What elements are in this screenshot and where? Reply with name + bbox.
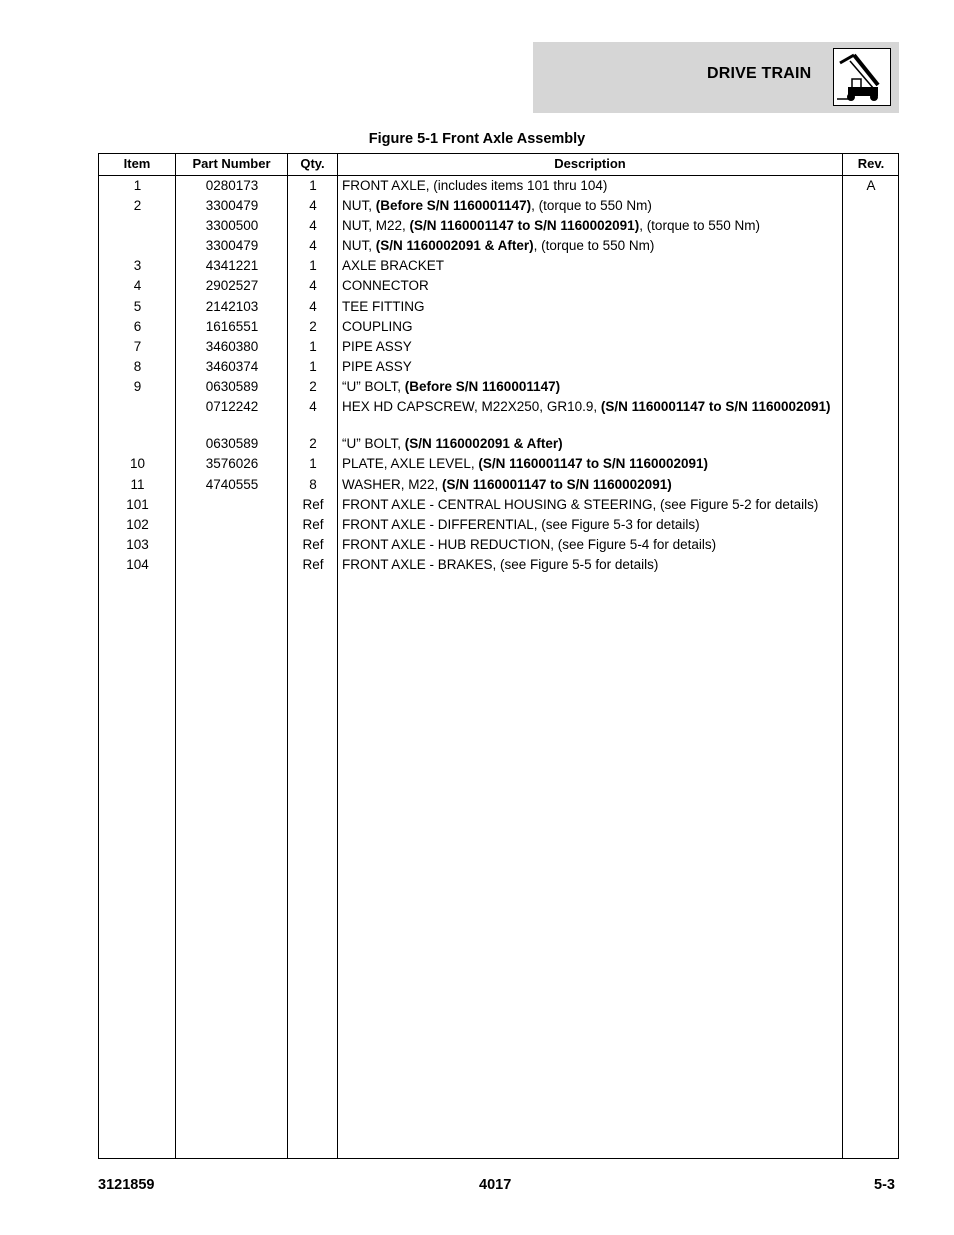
qty-cell: 2 <box>309 379 317 394</box>
description-text: HEX HD CAPSCREW, M22X250, GR10.9, <box>342 399 601 414</box>
column-header-part-number: Part Number <box>192 156 271 171</box>
table-row <box>99 476 898 496</box>
table-row <box>99 378 898 398</box>
part-number-cell: 2902527 <box>205 278 259 293</box>
qty-cell: 4 <box>309 399 317 414</box>
table-row <box>99 455 898 476</box>
description-text: “U” BOLT, <box>342 379 405 394</box>
description-cell <box>342 177 842 194</box>
qty-cell: 2 <box>309 436 317 451</box>
table-row <box>99 556 898 576</box>
part-number-cell: 3460380 <box>205 339 259 354</box>
column-header-qty: Qty. <box>300 156 325 171</box>
table-row <box>99 516 898 536</box>
description-text: , (torque to 550 Nm) <box>639 218 760 233</box>
serial-range-text: (S/N 1160002091 & After) <box>375 238 534 253</box>
description-cell <box>342 496 842 513</box>
item-cell: 10 <box>129 456 146 471</box>
qty-cell: 8 <box>309 477 317 492</box>
header-band <box>533 42 899 113</box>
qty-cell: 4 <box>309 238 317 253</box>
serial-range-text: (S/N 1160002091 & After) <box>404 436 563 451</box>
qty-cell: 1 <box>309 339 317 354</box>
serial-range-text: (S/N 1160001147 to S/N 1160002091) <box>442 477 672 492</box>
column-header-description: Description <box>554 156 626 171</box>
table-row <box>99 536 898 556</box>
item-cell: 4 <box>133 278 142 293</box>
item-cell: 7 <box>133 339 142 354</box>
description-cell <box>342 277 842 294</box>
table-row <box>99 398 898 435</box>
description-text: PIPE ASSY <box>342 339 412 354</box>
item-cell: 11 <box>130 477 145 492</box>
serial-range-text: (S/N 1160001147 to S/N 1160002091) <box>409 218 640 233</box>
item-cell: 2 <box>133 198 142 213</box>
table-row <box>99 217 898 237</box>
qty-cell: 1 <box>309 178 317 193</box>
description-text: CONNECTOR <box>342 278 429 293</box>
qty-cell: Ref <box>302 537 324 552</box>
description-text: TEE FITTING <box>342 299 425 314</box>
table-row <box>99 257 898 277</box>
table-row <box>99 435 898 455</box>
part-number-cell: 1616551 <box>205 319 259 334</box>
part-number-cell: 2142103 <box>205 299 259 314</box>
item-cell: 101 <box>126 497 149 512</box>
item-cell: 102 <box>126 517 149 532</box>
serial-range-text: (S/N 1160001147 to S/N 1160002091) <box>478 456 708 471</box>
part-number-cell: 0280173 <box>205 178 259 193</box>
item-cell: 9 <box>133 379 142 394</box>
description-text: , (torque to 550 Nm) <box>533 238 655 253</box>
description-cell <box>342 476 842 493</box>
column-header-item: Item <box>123 156 151 171</box>
item-cell: 8 <box>133 359 142 374</box>
description-text: PIPE ASSY <box>342 359 412 374</box>
description-text: FRONT AXLE - DIFFERENTIAL, (see Figure 5-3 for details) <box>342 517 700 532</box>
part-number-cell: 0630589 <box>205 379 259 394</box>
part-number-cell: 0630589 <box>205 436 259 451</box>
part-number-cell: 4341221 <box>205 258 259 273</box>
table-row <box>99 177 898 197</box>
description-text: , (torque to 550 Nm) <box>531 198 652 213</box>
part-number-cell: 3300500 <box>205 218 259 233</box>
description-text: FRONT AXLE - CENTRAL HOUSING & STEERING, (see Figure 5-2 for details) <box>342 497 819 512</box>
model-number: 4017 <box>479 1177 512 1193</box>
item-cell: 1 <box>133 178 142 193</box>
part-number-cell: 4740555 <box>205 477 259 492</box>
column-header-rev: Rev. <box>857 156 885 171</box>
serial-range-text: (Before S/N 1160001147) <box>404 379 561 394</box>
table-row <box>99 496 898 516</box>
description-text: NUT, M22, <box>342 218 410 233</box>
part-number-cell: 3576026 <box>205 456 259 471</box>
telehandler-vehicle-icon <box>833 48 891 106</box>
description-cell <box>342 556 842 573</box>
part-number-cell: 3460374 <box>205 359 259 374</box>
table-row <box>99 298 898 318</box>
serial-range-text: (S/N 1160001147 to S/N 1160002091) <box>600 399 831 414</box>
qty-cell: 1 <box>309 456 317 471</box>
description-cell <box>342 516 842 533</box>
item-cell: 3 <box>133 258 142 273</box>
doc-number: 3121859 <box>98 1177 155 1193</box>
table-row <box>99 338 898 358</box>
description-cell <box>342 378 842 395</box>
description-cell <box>342 398 842 415</box>
table-row <box>99 197 898 217</box>
description-text: FRONT AXLE - HUB REDUCTION, (see Figure 5-4 for details) <box>342 537 717 552</box>
table-row <box>99 318 898 338</box>
page-number: 5-3 <box>874 1177 895 1193</box>
qty-cell: Ref <box>302 557 324 572</box>
qty-cell: 1 <box>309 258 317 273</box>
qty-cell: Ref <box>302 517 324 532</box>
description-cell <box>342 217 842 234</box>
part-number-cell: 3300479 <box>205 238 259 253</box>
description-text: “U” BOLT, <box>342 436 405 451</box>
item-cell: 104 <box>126 557 149 572</box>
section-title: DRIVE TRAIN <box>707 65 812 82</box>
description-cell <box>342 197 842 214</box>
description-text: WASHER, M22, <box>342 477 443 492</box>
qty-cell: Ref <box>302 497 324 512</box>
figure-title: Figure 5-1 Front Axle Assembly <box>368 131 586 147</box>
qty-cell: 2 <box>309 319 317 334</box>
description-text: PLATE, AXLE LEVEL, <box>342 456 479 471</box>
item-cell: 103 <box>126 537 149 552</box>
part-number-cell: 3300479 <box>205 198 259 213</box>
description-cell <box>342 237 842 254</box>
item-cell: 6 <box>133 319 142 334</box>
qty-cell: 4 <box>309 278 317 293</box>
description-cell <box>342 257 842 274</box>
qty-cell: 4 <box>309 299 317 314</box>
qty-cell: 1 <box>309 359 317 374</box>
rev-cell: A <box>866 178 876 193</box>
description-text: NUT, <box>342 238 376 253</box>
table-row <box>99 237 898 257</box>
description-text: COUPLING <box>342 319 413 334</box>
description-cell <box>342 455 842 472</box>
description-cell <box>342 435 842 452</box>
parts-table <box>98 153 899 1159</box>
part-number-cell: 0712242 <box>205 399 259 414</box>
qty-cell: 4 <box>309 218 317 233</box>
description-cell <box>342 298 842 315</box>
item-cell: 5 <box>133 299 142 314</box>
table-row <box>99 277 898 298</box>
description-text: FRONT AXLE - BRAKES, (see Figure 5-5 for details) <box>342 557 659 572</box>
description-text: FRONT AXLE, (includes items 101 thru 104) <box>342 178 608 193</box>
serial-range-text: (Before S/N 1160001147) <box>375 198 532 213</box>
description-cell <box>342 536 842 553</box>
description-cell <box>342 318 842 335</box>
description-cell <box>342 358 842 375</box>
qty-cell: 4 <box>309 198 317 213</box>
description-cell <box>342 338 842 355</box>
table-row <box>99 358 898 378</box>
description-text: NUT, <box>342 198 376 213</box>
header-divider <box>99 175 898 176</box>
description-text: AXLE BRACKET <box>342 258 445 273</box>
